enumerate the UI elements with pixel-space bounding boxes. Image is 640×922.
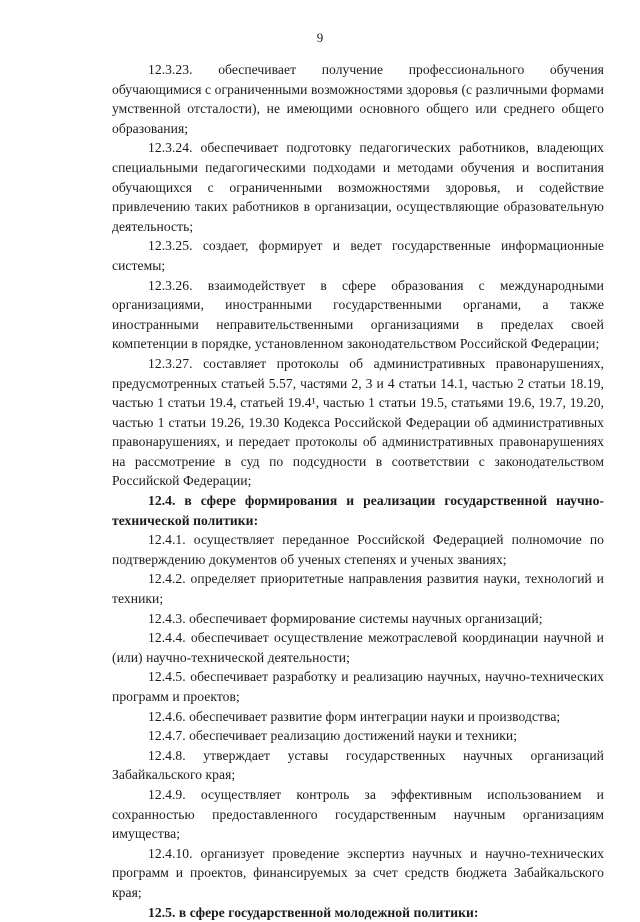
paragraph-12-4-6: 12.4.6. обеспечивает развитие форм интеграции науки и производства; [148,708,561,724]
section-heading-12-4: 12.4. в сфере формирования и реализации государственной научно-технической политики: [112,493,604,528]
paragraph-12-3-24: 12.3.24. обеспечивает подготовку педагогических работников, владеющих специальными педагогическими подходами и методами обучения и воспитания обучающихся с ограниченными возможностями здоровья, и содействие привлечению таких работников в организации, осуществляющие образовательную деятельность; [112,140,604,234]
paragraph-12-4-2: 12.4.2. определяет приоритетные направления развития науки, технологий и техники; [112,571,604,607]
paragraph-12-3-26: 12.3.26. взаимодействует в сфере образования с международными организациями, иностранными государственными органами, а также иностранными неправительственными организациями в пределах своей компетенции в порядке, установленном законодательством Российской Федерации; [112,277,604,352]
paragraph-12-4-4: 12.4.4. обеспечивает осуществление межотраслевой координации научной и (или) научно-технической деятельности; [112,630,604,665]
paragraph-12-4-1: 12.4.1. осуществляет переданное Российской Федерацией полномочие по подтверждению документов об ученых степенях и ученых званиях; [112,532,604,567]
paragraph-12-4-7: 12.4.7. обеспечивает реализацию достижений науки и техники; [148,728,518,744]
paragraph-12-3-23: 12.3.23. обеспечивает получение профессионального обучения обучающимися с ограниченными возможностями здоровья (с различными формами умственной отсталости), не имеющими основного общего или среднего общего образования; [112,62,604,136]
page-number: 9 [316,30,324,45]
paragraph-12-4-5: 12.4.5. обеспечивает разработку и реализацию научных, научно-технических программ и проектов; [112,669,604,704]
paragraph-12-3-27: 12.3.27. составляет протоколы об административных правонарушениях, предусмотренных статьей 5.57, частями 2, 3 и 4 статьи 14.1, частью 2 статьи 18.19, частью 1 статьи 19.4, статьей 19.4¹, частью 1 статьи 19.5, статьями 19.6, 19.7, 19.20, частью 1 статьи 19.26, 19.30 Кодекса Российской Федерации об административных правонарушениях, и передает протоколы об административных правонарушениях на рассмотрение в суд по подсудности в соответствии с законодательством Российской Федерации; [112,355,604,489]
paragraph-12-4-8: 12.4.8. утверждает уставы государственных научных организаций Забайкальского края; [112,747,604,783]
document-body [112,60,604,922]
section-heading-12-5: 12.5. в сфере государственной молодежной политики: [148,904,479,920]
paragraph-12-4-9: 12.4.9. осуществляет контроль за эффективным использованием и сохранностью предоставленного государственным научным организациям имущества; [112,786,604,842]
paragraph-12-4-3: 12.4.3. обеспечивает формирование системы научных организаций; [148,610,543,626]
paragraph-12-4-10: 12.4.10. организует проведение экспертиз научных и научно-технических программ и проектов, финансируемых за счет средств бюджета Забайкальского края; [112,845,604,900]
paragraph-12-3-25: 12.3.25. создает, формирует и ведет государственные информационные системы; [112,238,604,273]
